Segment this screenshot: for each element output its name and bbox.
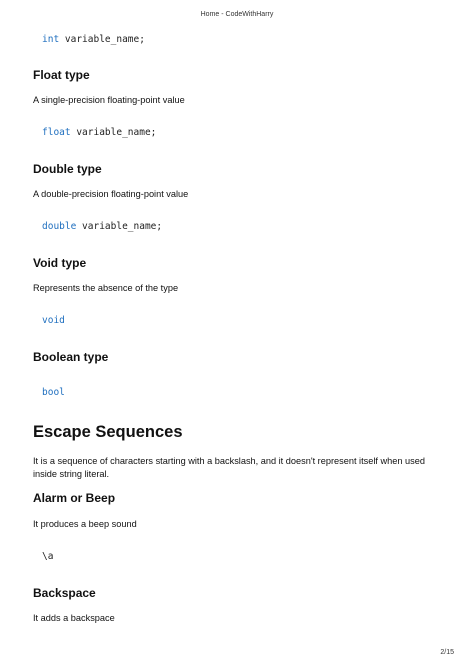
bool-code-block [42,387,65,398]
code-text: variable_name; [59,34,145,45]
page-header-title: Home - CodeWithHarry [200,11,274,18]
float-description: A single-precision floating-point value [33,95,185,105]
double-description: A double-precision floating-point value [33,189,189,199]
void-description: Represents the absence of the type [33,283,179,293]
void-heading: Void type [33,256,87,270]
page-number: 2/15 [440,649,454,656]
code-text: variable_name; [70,127,157,138]
boolean-heading: Boolean type [33,350,109,364]
backspace-heading: Backspace [33,586,96,600]
code-keyword: void [42,315,65,326]
code-keyword: float [42,127,71,138]
float-code-block [42,127,156,138]
alarm-code-block: \a [42,551,54,562]
void-code-block [42,315,65,326]
int-code-block [42,34,145,45]
double-heading: Double type [33,162,102,176]
code-keyword: int [42,34,60,45]
escape-sequences-description: It is a sequence of characters starting with a backslash, and it doesn't represent itself when used inside string literal. [33,456,425,479]
code-keyword: bool [42,387,65,398]
alarm-description: It produces a beep sound [33,519,137,529]
float-heading: Float type [33,68,90,82]
alarm-heading: Alarm or Beep [33,491,116,505]
code-text: variable_name; [76,221,163,232]
backspace-description: It adds a backspace [33,613,115,623]
escape-sequences-heading: Escape Sequences [33,423,183,441]
code-keyword: double [42,221,77,232]
double-code-block [42,221,162,232]
